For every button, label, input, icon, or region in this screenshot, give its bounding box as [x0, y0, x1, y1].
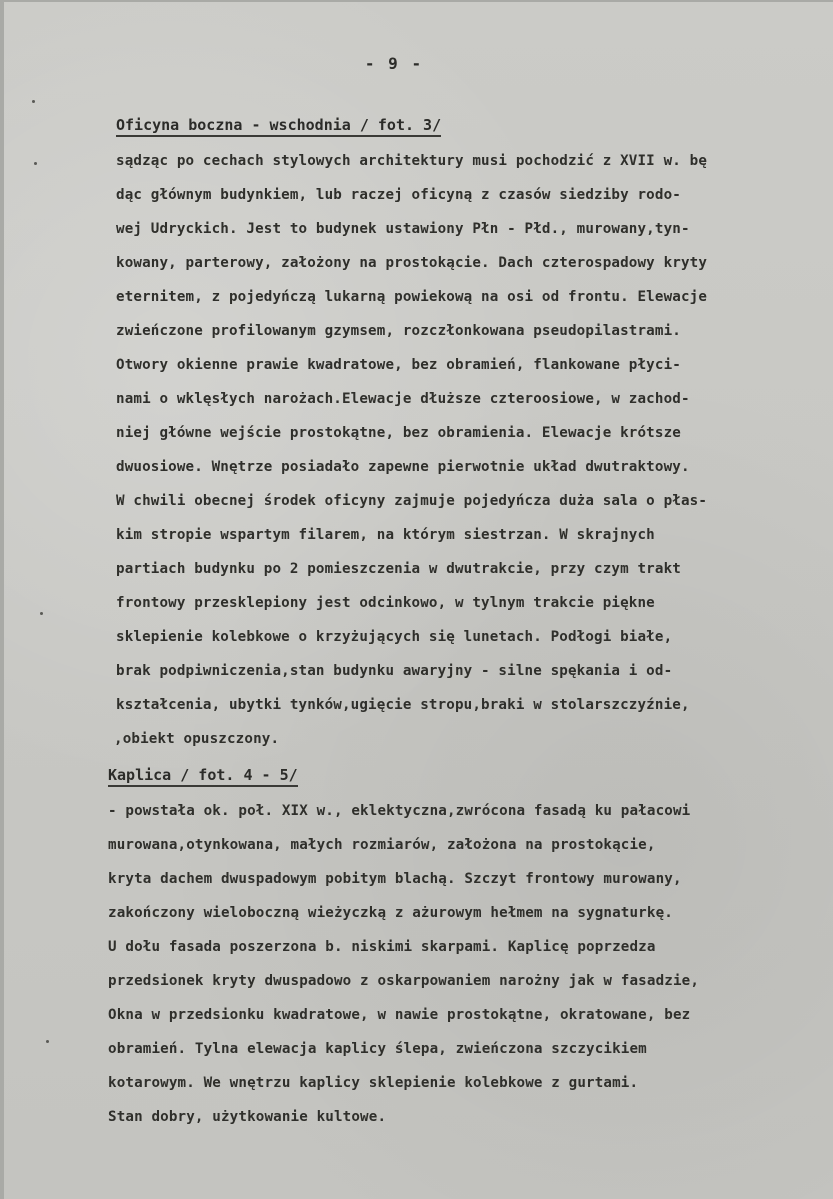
- document-page: [4, 2, 833, 1199]
- text-line: nami o wklęsłych narożach.Elewacje dłuższe czteroosiowe, w zachod-: [116, 391, 690, 407]
- text-line: kotarowym. We wnętrzu kaplicy sklepienie kolebkowe z gurtami.: [108, 1075, 639, 1091]
- text-line: frontowy przesklepiony jest odcinkowo, w tylnym trakcie piękne: [116, 595, 655, 611]
- section-heading-kaplica: Kaplica / fot. 4 - 5/: [108, 766, 298, 787]
- page-number: - 9 -: [364, 54, 424, 73]
- text-line: kim stropie wspartym filarem, na którym siestrzan. W skrajnych: [116, 527, 655, 543]
- text-line: sądząc po cechach stylowych architektury musi pochodzić z XVII w. bę: [116, 153, 708, 169]
- text-line: zakończony wieloboczną wieżyczką z ażurowym hełmem na sygnaturkę.: [108, 905, 673, 921]
- paper-speck: [46, 1040, 49, 1043]
- text-line: wej Udryckich. Jest to budynek ustawiony Płn - Płd., murowany,tyn-: [116, 221, 690, 237]
- text-line: brak podpiwniczenia,stan budynku awaryjny - silne spękania i od-: [116, 663, 673, 679]
- text-line: kształcenia, ubytki tynków,ugięcie stropu,braki w stolarszczyźnie,: [116, 697, 690, 713]
- text-line: Stan dobry, użytkowanie kultowe.: [108, 1109, 387, 1125]
- text-line: ,obiekt opuszczony.: [114, 731, 280, 747]
- text-line: U dołu fasada poszerzona b. niskimi skarpami. Kaplicę poprzedza: [108, 939, 656, 955]
- paper-speck: [40, 612, 43, 615]
- text-line: przedsionek kryty dwuspadowo z oskarpowaniem narożny jak w fasadzie,: [108, 973, 700, 989]
- text-line: dąc głównym budynkiem, lub raczej oficyną z czasów siedziby rodo-: [116, 187, 681, 203]
- text-line: Otwory okienne prawie kwadratowe, bez obramień, flankowane płyci-: [116, 357, 681, 373]
- text-line: dwuosiowe. Wnętrze posiadało zapewne pierwotnie układ dwutraktowy.: [116, 459, 690, 475]
- paper-speck: [32, 100, 35, 103]
- text-line: kowany, parterowy, założony na prostokącie. Dach czterospadowy kryty: [116, 255, 708, 271]
- text-line: niej główne wejście prostokątne, bez obramienia. Elewacje krótsze: [116, 425, 681, 441]
- text-line: sklepienie kolebkowe o krzyżujących się lunetach. Podłogi białe,: [116, 629, 673, 645]
- text-line: eternitem, z pojedyńczą lukarną powiekową na osi od frontu. Elewacje: [116, 289, 708, 305]
- text-line: murowana,otynkowana, małych rozmiarów, założona na prostokącie,: [108, 837, 656, 853]
- paper-speck: [34, 162, 37, 165]
- text-line: W chwili obecnej środek oficyny zajmuje pojedyńcza duża sala o płas-: [116, 493, 708, 509]
- text-line: zwieńczone profilowanym gzymsem, rozczłonkowana pseudopilastrami.: [116, 323, 681, 339]
- text-line: Okna w przedsionku kwadratowe, w nawie prostokątne, okratowane, bez: [108, 1007, 691, 1023]
- text-line: obramień. Tylna elewacja kaplicy ślepa, zwieńczona szczycikiem: [108, 1041, 647, 1057]
- text-line: - powstała ok. poł. XIX w., eklektyczna,zwrócona fasadą ku pałacowi: [108, 803, 691, 819]
- section-heading-oficyna: Oficyna boczna - wschodnia / fot. 3/: [116, 116, 441, 137]
- text-line: kryta dachem dwuspadowym pobitym blachą. Szczyt frontowy murowany,: [108, 871, 682, 887]
- text-line: partiach budynku po 2 pomieszczenia w dwutrakcie, przy czym trakt: [116, 561, 681, 577]
